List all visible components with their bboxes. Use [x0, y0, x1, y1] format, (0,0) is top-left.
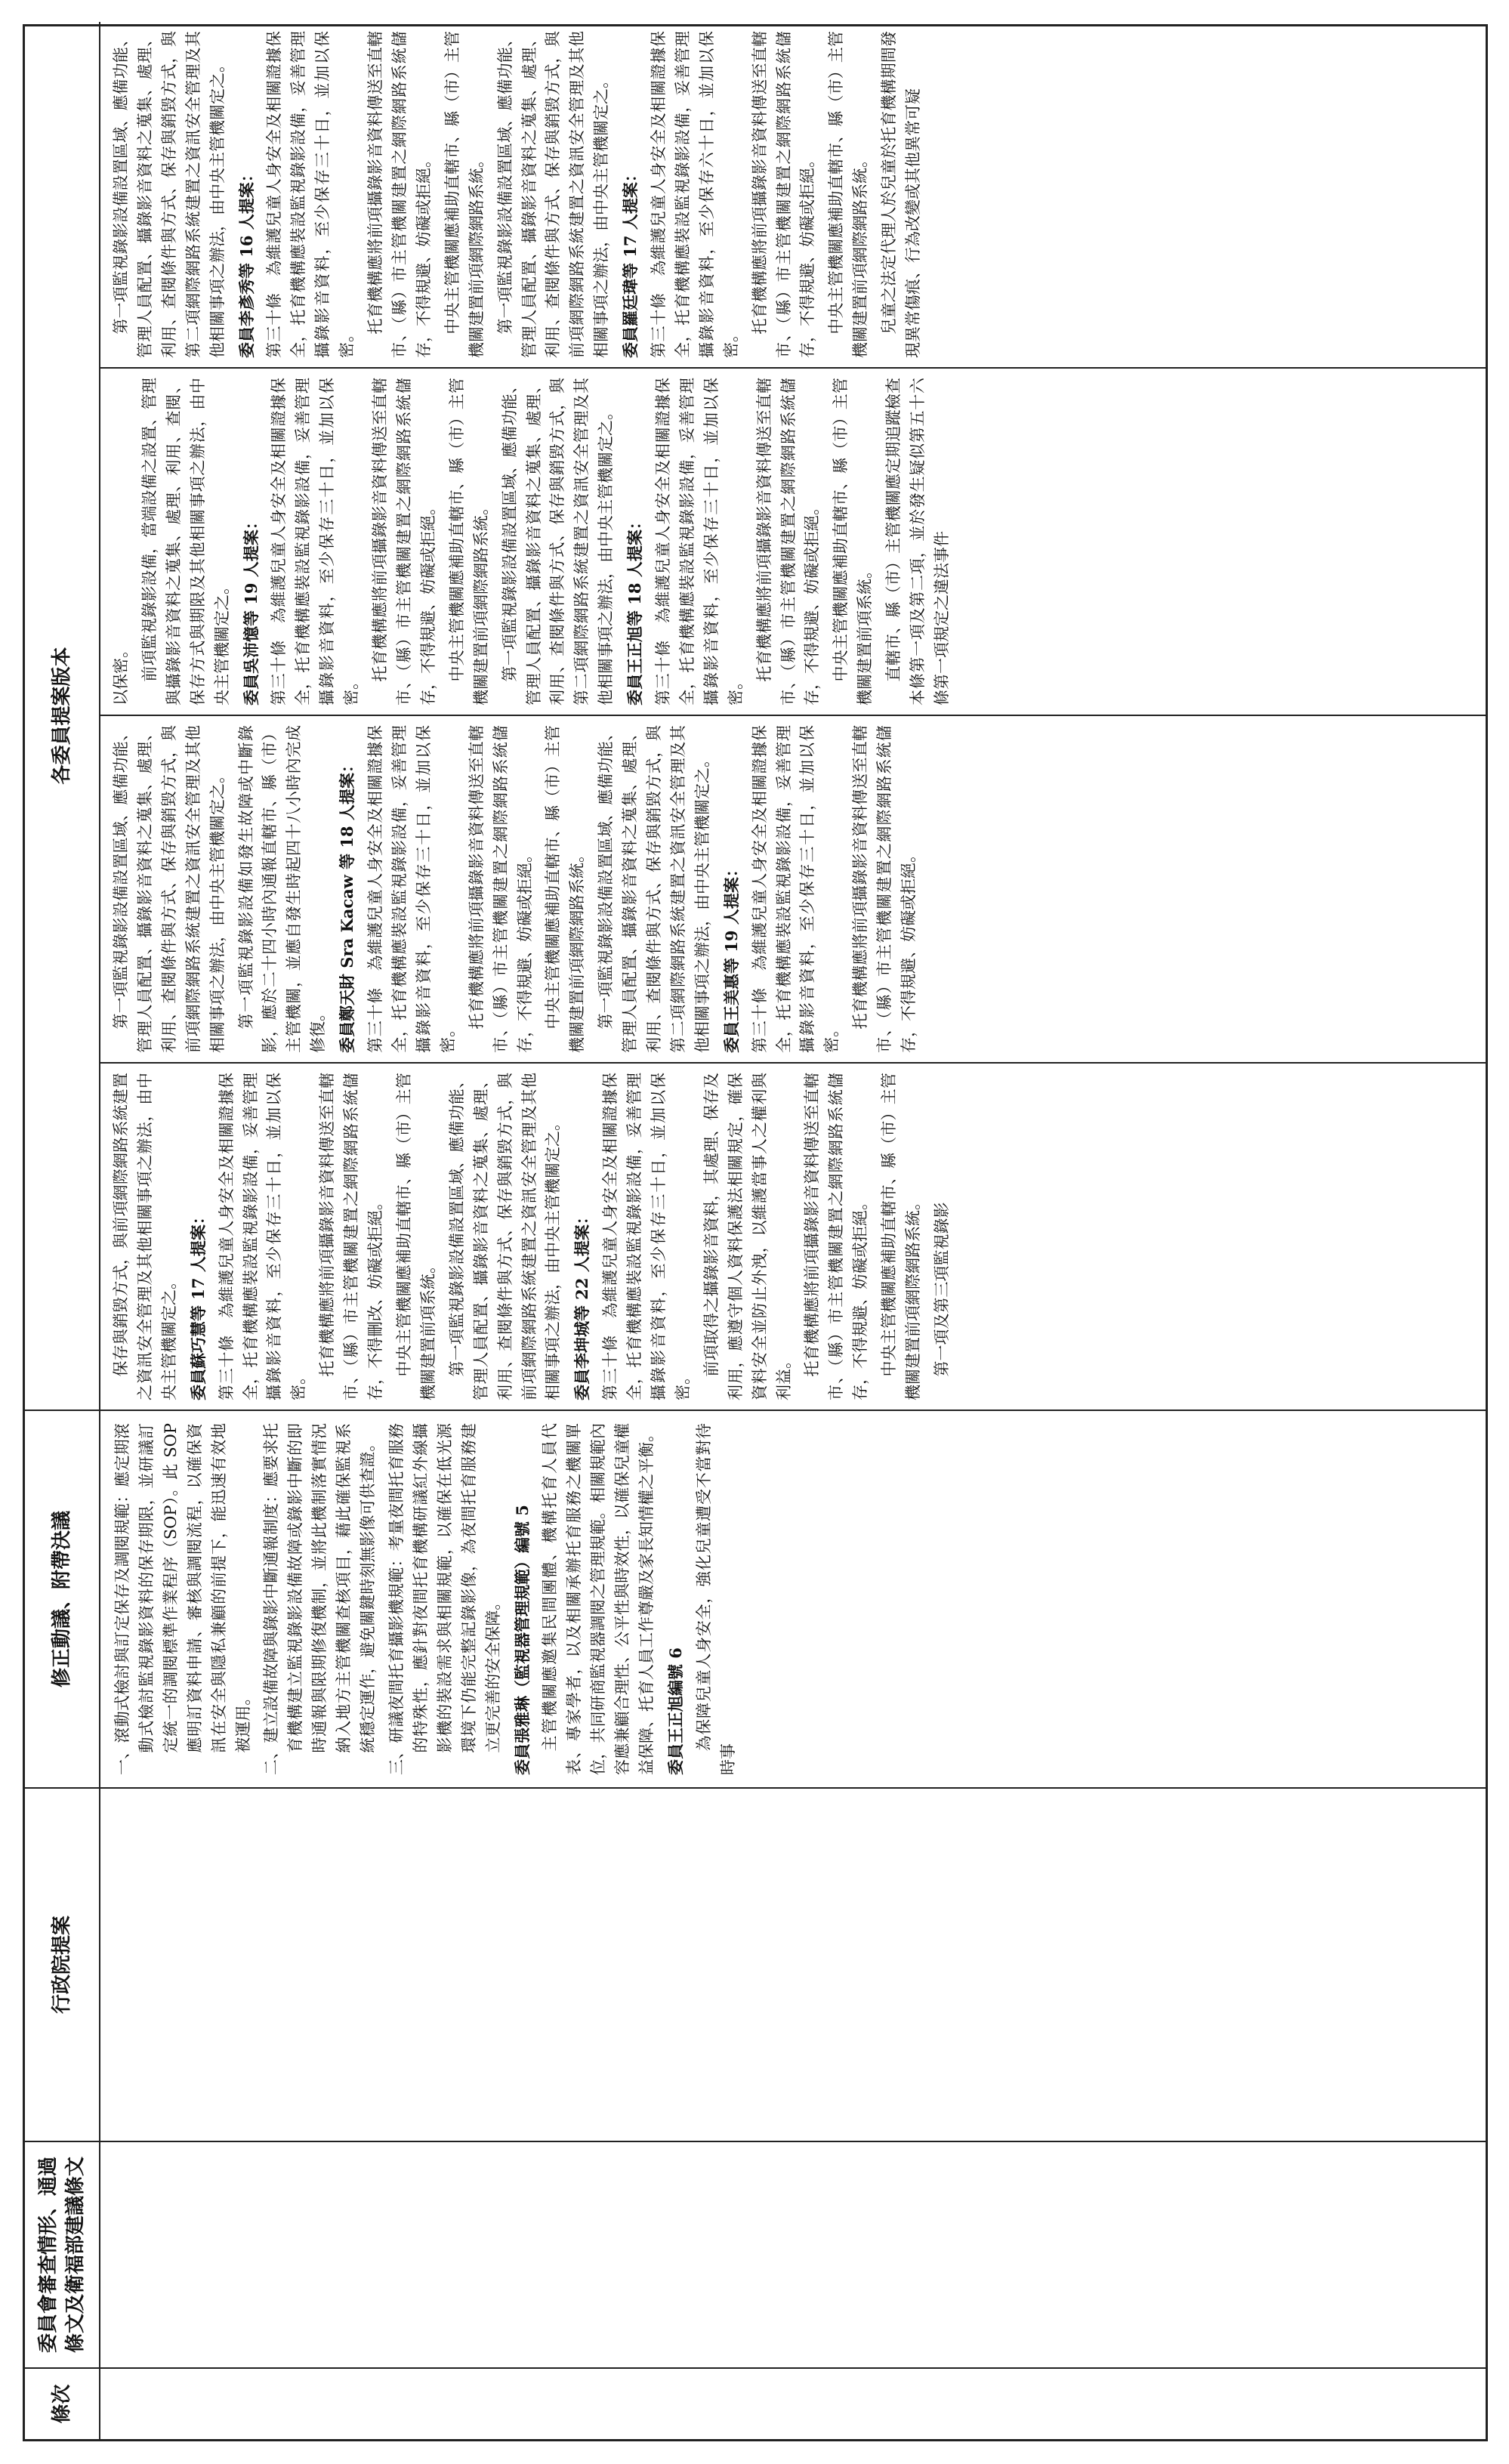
proposals-subcolumn-3: [100, 367, 1486, 715]
proposal-paragraph: 前項取得之攝錄影音資料，其處理、保存及利用，應遵守個人資料保護法相關規定，確保資料安全並防止外洩，以維護當事人之權利與利益。: [702, 1073, 793, 1400]
motion-item: 三、研議夜間托育攝影機規範：考量夜間托育服務的特殊性，應針對夜間托育機構研議紅外線攝影機的裝設需求與相關規範，以確保在低光源環境下仍能完整記錄影像，為夜間托育服務建立更完善的安全保障。: [387, 1423, 502, 1775]
column-modification-motions: [25, 1410, 1486, 1787]
proposals-subcolumn-2: [100, 715, 1486, 1062]
proposal-paragraph: 第三十條 為維護兒童人身安全及相關證據保全，托育機構應裝設監視錄影設備，妥善管理攝錄影音資料，至少保存三十日，並加以保密。: [654, 378, 745, 706]
proposal-paragraph: 中央主管機關應補助直轄市、縣（市）主管機關建置前項網際網路系統。: [544, 725, 587, 1053]
motion-item: 二、建立設備故障與錄影中斷通報制度：應要求托育機構建立監視錄影設備故障或錄影中斷的即時通報與限期修復機制，並將此機制落實情況納入地方主管機關查核項目，藉此確保監視系統穩定運作，避免關鍵時刻無影像可供查證。: [262, 1423, 378, 1775]
motion-6-text: 為保障兒童人身安全，強化兒童遭受不當對待時事: [694, 1423, 737, 1775]
proposal-paragraph: 直轄市、縣（市）主管機關應定期追蹤檢查本條第一項及第二項，並於發生疑似第五十六條第一項規定之違法事件: [884, 378, 951, 706]
proposal-paragraph: 兒童之法定代理人於兒童於托育機構期間發現異常傷痕、行為改變或其他異常可疑: [880, 31, 923, 358]
proposal-paragraph: 前項監視錄影設備，當端設備之設置、管理與攝錄影音資料之蒐集、處理、利用、查閱、保存方式與期限及其他相關事項之辦法，由中央主管機關定之。: [140, 378, 231, 706]
proposer-heading: 委員王美惠等 19 人提案：: [721, 861, 741, 1053]
proposal-paragraph: 托育機構應將前項攝錄影音資料傳送至直轄市、（縣）市主管機關建置之網際網路系統儲存，不得規避、妨礙或拒絕。: [851, 725, 918, 1053]
proposer-heading: 委員蘇巧慧等 17 人提案：: [188, 1209, 208, 1400]
proposal-paragraph: 第三十條 為維護兒童人身安全及相關證據保全，托育機構應裝設監視錄影設備，妥善管理攝錄影音資料，至少保存六十日，並加以保密。: [650, 31, 740, 358]
proposal-paragraph: 中央主管機關應補助直轄市、縣（市）主管機關建置前項網際網路系統。: [880, 1073, 923, 1400]
proposal-paragraph: 第三十條 為維護兒童人身安全及相關證據保全，托育機構應裝設監視錄影設備，妥善管理攝錄影音資料，至少保存三十日，並加以保密。: [366, 725, 457, 1053]
proposer-heading: 委員李坤城等 22 人提案：: [572, 1209, 592, 1400]
header-article-number: 條次: [25, 2369, 100, 2439]
proposal-paragraph: 托育機構應將前項攝錄影音資料傳送至直轄市、（縣）市主管機關建置之網際網路系統儲存，不得規避、妨礙或拒絕。: [803, 1073, 870, 1400]
motion-5-title: 委員張雅琳（監視器管理規範）編號 5: [512, 1505, 532, 1775]
proposal-paragraph: 托育機構應將前項攝錄影音資料傳送至直轄市、（縣）市主管機關建置之網際網路系統儲存，不得規避、妨礙或拒絕。: [754, 378, 822, 706]
proposal-paragraph: 第三十條 為維護兒童人身安全及相關證據保全，托育機構應裝設監視錄影設備，妥善管理攝錄影音資料，至少保存三十日，並加以保密。: [265, 31, 356, 358]
proposer-heading: 委員鄭天財 Sra Kacaw 等 18 人提案：: [338, 757, 357, 1053]
proposal-paragraph: 第三十條 為維護兒童人身安全及相關證據保全，托育機構應裝設監視錄影設備，妥善管理攝錄影音資料，至少保存三十日，並加以保密。: [270, 378, 361, 706]
committee-resolution-cell: [100, 2142, 1486, 2367]
proposal-paragraph: 中央主管機關應補助直轄市、縣（市）主管機關建置前項系統。: [394, 1073, 437, 1400]
proposal-paragraph: 托育機構應將前項攝錄影音資料傳送至直轄市、（縣）市主管機關建置之網際網路系統儲存，不得刪改、妨礙或拒絕。: [318, 1073, 385, 1400]
proposal-paragraph: 中央主管機關應補助直轄市、縣（市）主管機關建置前項網際網路系統。: [443, 31, 486, 358]
proposal-paragraph: 以保密。: [112, 642, 130, 706]
header-committee-resolution: 委員會審查情形、通過條文及衛福部建議條文: [25, 2142, 100, 2367]
proposal-paragraph: 保存與銷毀方式，與前項網際網路系統建置之資訊安全管理及其他相關事項之辦法，由中央主管機關定之。: [112, 1073, 178, 1400]
proposal-paragraph: 第三十條 為維護兒童人身安全及相關證據保全，托育機構應裝設監視錄影設備，妥善管理攝錄影音資料，至少保存三十日，並加以保密。: [217, 1073, 308, 1400]
motion-5-text: 主管機關應邀集民間團體、機構托育人員代表、專家學者，以及相關承辦托育服務之機關單位，共同研商監視器調閱之管理規範。相關規範內容應兼顧合理性、公平性與時效性，以確保兒童權益保障、托育人員工作尊嚴及家長知情權之平衡。: [541, 1423, 656, 1775]
motion-item: 一、滾動式檢討與訂定保存及調閱規範：應定期滾動式檢討監視錄影資料的保存期限，並研議訂定統一的調閱標準作業程序（SOP）。此 SOP 應明訂資料申請、審核與調閱流程，以確保資訊在安全與隱私兼顧的前提下，能迅速有效地被運用。: [113, 1423, 252, 1775]
proposal-paragraph: 第一項監視錄影設備設置區域、應備功能、管理人員配置、攝錄影音資料之蒐集、處理、利用、查閱條件與方式、保存與銷毀方式，與第二項網際網路系統建置之資訊安全管理及其他相關事項之辦法，由中央主管機關定之。: [500, 378, 616, 706]
motion-6-title: 委員王正旭編號 6: [665, 1647, 685, 1775]
proposal-paragraph: 托育機構應將前項攝錄影音資料傳送至直轄市、（縣）市主管機關建置之網際網路系統儲存，不得規避、妨礙或拒絕。: [467, 725, 534, 1053]
proposal-paragraph: 第一項監視錄影設備設置區域、應備功能、管理人員配置、攝錄影音資料之蒐集、處理、利用、查閱條件與方式、保存與銷毀方式，與前項網際網路系統建置之資訊安全管理及其他相關事項之辦法，由中央主管機關定之。: [112, 725, 227, 1053]
header-executive-proposal: 行政院提案: [25, 1789, 100, 2141]
proposer-heading: 委員吳沛憶等 19 人提案：: [241, 514, 261, 706]
proposal-paragraph: 第一項監視錄影設備設置區域、應備功能、管理人員配置、攝錄影音資料之蒐集、處理、利用、查閱條件與方式、保存與銷毀方式，與前項網際網路系統建置之資訊安全管理及其他相關事項之辦法，由中央主管機關定之。: [447, 1073, 563, 1400]
column-executive-proposal: [25, 1787, 1486, 2141]
proposer-heading: 委員羅廷瑋等 17 人提案：: [621, 166, 640, 358]
proposal-paragraph: 第三十條 為維護兒童人身安全及相關證據保全，托育機構應裝設監視錄影設備，妥善管理攝錄影音資料，至少保存三十日，並加以保密。: [601, 1073, 692, 1400]
column-member-proposals: [25, 22, 1486, 1410]
comparison-table: [23, 24, 1488, 2441]
proposal-paragraph: 中央主管機關應補助直轄市、縣（市）主管機關建置前項系統。: [832, 378, 875, 706]
proposal-paragraph: 托育機構應將前項攝錄影音資料傳送至直轄市、（縣）市主管機關建置之網際網路系統儲存，不得規避、妨礙或拒絕。: [750, 31, 817, 358]
proposal-paragraph: 中央主管機關應補助直轄市、縣（市）主管機關建置前項網際網路系統。: [447, 378, 490, 706]
column-article-number: [25, 2367, 1486, 2439]
proposal-paragraph: 第一項監視錄影設備設置區域、應備功能、管理人員配置、攝錄影音資料之蒐集、處理、利用、查閱條件與方式、保存與銷毀方式，與第二項網際網路系統建置之資訊安全管理及其他相關事項之辦法，由中央主管機關定之。: [597, 725, 711, 1053]
proposal-paragraph: 第三十條 為維護兒童人身安全及相關證據保全，托育機構應裝設監視錄影設備，妥善管理攝錄影音資料，至少保存三十日，並加以保密。: [750, 725, 841, 1053]
column-committee-resolution: [25, 2141, 1486, 2367]
proposer-heading: 委員李彥秀等 16 人提案：: [236, 166, 256, 358]
executive-proposal-cell: [100, 1789, 1486, 2141]
modification-motions-cell: [100, 1411, 1486, 1787]
proposal-paragraph: 托育機構應將前項攝錄影音資料傳送至直轄市、（縣）市主管機關建置之網際網路系統儲存，不得規避、妨礙或拒絕。: [366, 31, 433, 358]
proposals-subcolumn-1: [100, 1062, 1486, 1410]
proposal-paragraph: 第一項監視錄影設備設置區域、應備功能、管理人員配置、攝錄影音資料之蒐集、處理、利用、查閱條件與方式、保存與銷毀方式，與前項網際網路系統建置之資訊安全管理及其他相關事項之辦法，由中央主管機關定之。: [495, 31, 611, 358]
proposal-paragraph: 第一項及第三項監視錄影: [933, 1202, 951, 1377]
article-number-cell: [100, 2369, 1486, 2439]
proposal-paragraph: 中央主管機關應補助直轄市、縣（市）主管機關建置前項網際網路系統。: [827, 31, 870, 358]
proposal-paragraph: 第一項監視錄影設備設置區域、應備功能、管理人員配置、攝錄影音資料之蒐集、處理、利用、查閱條件與方式、保存與銷毀方式，與第二項網際網路系統建置之資訊安全管理及其他相關事項之辦法，由中央主管機關定之。: [112, 31, 227, 358]
header-modification-motions: 修正動議、附帶決議: [25, 1411, 100, 1787]
header-member-proposals: 各委員提案版本: [25, 22, 100, 1410]
proposal-paragraph: 第一項監視錄影設備如發生故障或中斷錄影，應於二十四小時內通報直轄市、縣（市）主管機關，並應自發生時起四十八小時內完成修復。: [236, 725, 328, 1053]
proposer-heading: 委員王正旭等 18 人提案：: [625, 514, 645, 706]
proposal-paragraph: 托育機構應將前項攝錄影音資料傳送至直轄市、（縣）市主管機關建置之網際網路系統儲存，不得規避、妨礙或拒絕。: [371, 378, 437, 706]
proposals-subcolumn-4: [100, 22, 1486, 367]
